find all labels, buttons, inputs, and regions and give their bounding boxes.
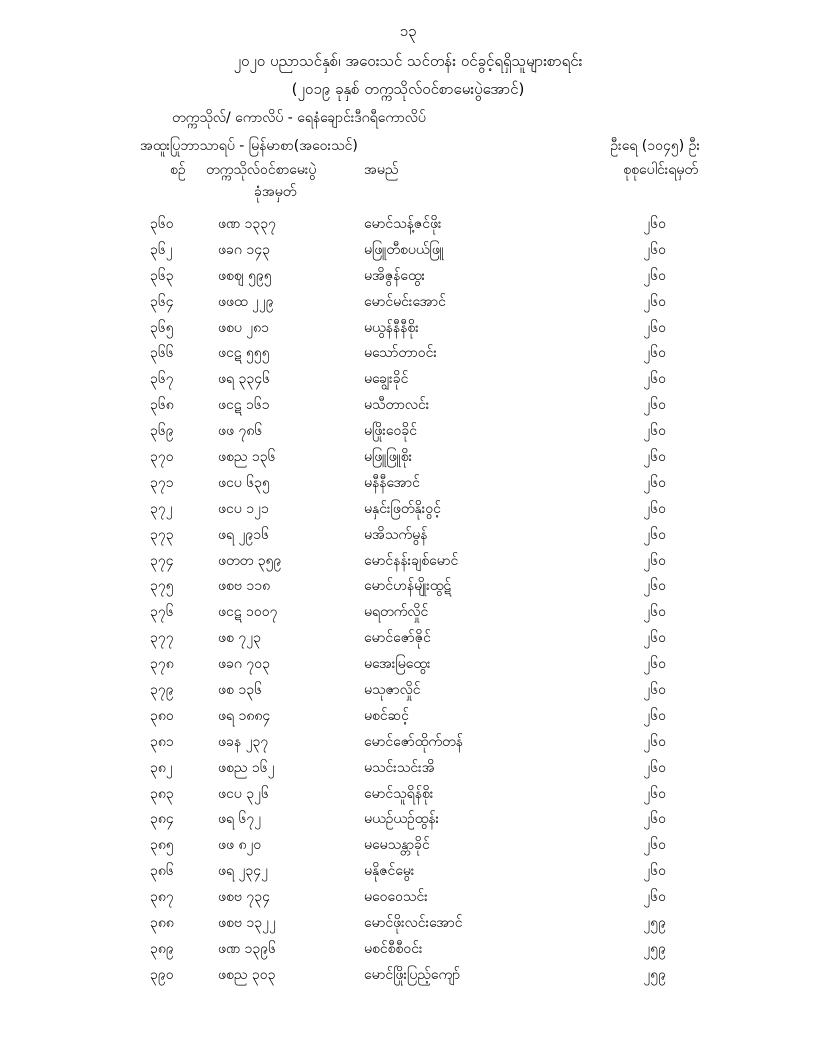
total-mark: ၂၆၀ [643,785,666,802]
student-name: မောင်ဟန်မျိုးထွဋ် [364,578,452,595]
roll-number: ဖတတ ၃၅၉ [218,552,282,569]
table-row [0,861,816,887]
roll-number: ဖခဂ ၇၀၃ [218,656,270,673]
student-name: မဖြူတီစပယ်ဖြူ [364,241,444,258]
roll-number: ဖရ ၁၈၈၄ [218,707,271,724]
row-number: ၃၈၃ [150,785,174,802]
total-mark: ၂၆၀ [643,552,666,569]
row-number: ၃၇၇ [150,630,174,647]
roll-number: ဖစဗ ၇၃၄ [218,889,270,906]
student-name: မောင်ဖြိုးပြည့်ကျော် [364,966,461,983]
row-number: ၃၈၅ [150,837,174,854]
total-mark: ၂၆၀ [643,578,666,595]
total-mark: ၂၆၀ [643,604,666,621]
total-mark: ၂၆၀ [643,837,666,854]
roll-number: ဖဏ ၁၃၉၆ [218,940,277,957]
student-name: မောင်ဇော်ဇိုင် [364,630,431,647]
document-title: ၂၀၂၀ ပညာသင်နှစ်၊ အဝေးသင် သင်တန်း ဝင်ခွင့်ရရှိသူများစာရင်း [233,52,583,70]
student-name: မောင်ဖိုးလင်းအောင် [364,915,463,932]
table-row [0,214,816,240]
total-mark: ၂၆၀ [643,423,666,440]
total-mark: ၂၆၀ [643,863,666,880]
student-name: မသီတာလင်း [364,397,430,414]
total-mark: ၂၆၀ [643,500,666,517]
row-number: ၃၈၂ [150,759,173,776]
student-name: မအေးမြထွေး [364,656,431,673]
table-row [0,499,816,525]
total-mark: ၂၅၉ [643,940,666,957]
student-name: မစင်စီစီဝင်း [364,940,423,957]
student-name: မသင်းသင်းအိ [364,759,435,776]
student-name: မောင်သန့်ဇင်ဖိုး [364,216,442,232]
roll-number: ဖစပ ၂၈၁ [218,319,270,336]
roll-number: ဖရ ၆၇၂ [218,811,262,828]
row-number: ၃၈၄ [150,811,174,828]
roll-number: ဖငပ ၁၂၁ [218,500,269,517]
table-row [0,447,816,473]
row-number: ၃၆၇ [150,371,174,388]
table-row [0,240,816,266]
student-name: မနှင်းဖြတ်နိုးဝွင့် [364,500,441,517]
student-name: မယဉ်ယဉ်ထွန်း [364,811,440,828]
institution-line: တက္ကသိုလ်/ ကောလိပ် - ရေနံချောင်းဒီဂရီကောလိပ် [172,110,426,126]
table-row [0,318,816,344]
total-mark: ၂၆၀ [643,682,666,699]
table-row [0,835,816,861]
total-mark: ၂၆၀ [643,449,666,466]
table-row [0,395,816,421]
roll-number: ဖစဗ ၁၃၂၂ [218,915,276,932]
student-name: မယွန်နီနီစိုး [364,319,419,336]
table-row [0,887,816,913]
total-mark: ၂၆၀ [643,630,666,647]
student-name: မချွေးခိုင် [364,371,409,388]
roll-number: ဖခဂ ၁၄၃ [218,241,270,258]
student-name: မရတက်လှိုင် [364,604,429,621]
table-row [0,784,816,810]
row-number: ၃၆၈ [150,397,174,414]
student-name: မသော်တာဝင်း [364,345,437,362]
roll-number: ဖစည ၁၆၂ [218,759,275,776]
row-number: ၃၆၂ [150,241,173,258]
table-row [0,576,816,602]
total-mark: ၂၆၀ [643,319,666,336]
roll-number: ဖခန ၂၃၇ [218,733,269,750]
student-name: မနိုဇင်မွေး [364,863,415,880]
row-number: ၃၈၀ [150,707,174,724]
table-row [0,369,816,395]
roll-number: ဖစဈ ၅၉၅ [218,267,272,284]
row-number: ၃၆၃ [150,267,174,284]
row-number: ၃၇၉ [150,682,174,699]
total-mark: ၂၆၀ [643,811,666,828]
student-name: မသုဇာလှိုင် [364,682,421,699]
roll-number: ဖဖ ၈၂၀ [218,837,262,854]
total-mark: ၂၆၀ [643,371,666,388]
row-number: ၃၉၀ [150,966,174,983]
row-number: ၃၈၈ [150,915,174,932]
roll-number: ဖဖ ၇၈၆ [218,423,263,440]
total-mark: ၂၆၀ [643,397,666,414]
roll-number: ဖငဋ ၁၀၀၇ [218,604,278,621]
total-mark: ၂၆၀ [643,216,666,232]
student-name: မောင်မင်းအောင် [364,293,446,310]
table-row [0,473,816,499]
table-row [0,809,816,835]
column-header-no: စဉ် [170,162,186,178]
total-mark: ၂၆၀ [643,526,666,543]
student-name: မောင်သူရိန်စိုး [364,785,434,802]
total-mark: ၂၆၀ [643,474,666,491]
total-count: ဦးရေ (၁၀၄၅) ဦး [610,138,700,154]
total-mark: ၂၆၀ [643,889,666,906]
total-mark: ၂၆၀ [643,733,666,750]
roll-number: ဖငဋ ၅၅၅ [218,345,270,362]
student-name: မစင်ဆင့် [364,707,409,724]
student-name: မမေသန္တာခိုင် [364,837,430,854]
roll-number: ဖငဋ ၁၆၁ [218,397,270,414]
total-mark: ၂၆၀ [643,707,666,724]
row-number: ၃၈၆ [150,863,174,880]
row-number: ၃၆၉ [150,423,174,440]
row-number: ၃၇၄ [150,552,174,569]
table-row [0,913,816,939]
student-name: မောင်နန်းချစ်မောင် [364,552,459,569]
roll-number: ဖရ ၂၃၄၂ [218,863,268,880]
row-number: ၃၈၉ [150,940,174,957]
row-number: ၃၇၅ [150,578,174,595]
roll-number: ဖစ ၇၂၃ [218,630,261,647]
row-number: ၃၇၁ [150,474,174,491]
page-number: ၁၃ [399,22,417,40]
document-subtitle: (၂၀၁၉ ခုနှစ် တက္ကသိုလ်ဝင်စာမေးပွဲအောင်) [291,80,525,98]
results-table [0,214,816,991]
roll-number: ဖဖထ ၂၂၉ [218,293,274,310]
table-row [0,965,816,991]
roll-number: ဖစ ၁၃၆ [218,682,262,699]
row-number: ၃၆၅ [150,319,174,336]
roll-number: ဖရ ၂၉၁၆ [218,526,269,543]
roll-number: ဖရ ၃၃၄၆ [218,371,270,388]
table-row [0,551,816,577]
table-row [0,292,816,318]
total-mark: ၂၆၀ [643,345,666,362]
student-name: မအိဇွန်ထွေး [364,267,426,284]
roll-number: ဖငပ ၆၃၅ [218,474,270,491]
student-name: မနီနီအောင် [364,474,420,491]
student-name: မဝေဝေသင်း [364,889,428,906]
row-number: ၃၆၆ [150,345,174,362]
student-name: မဖြူဖြူစိုး [364,449,413,466]
total-mark: ၂၆၀ [643,759,666,776]
total-mark: ၂၆၀ [643,241,666,258]
total-mark: ၂၆၀ [643,656,666,673]
roll-number: ဖဏ ၁၃၃၇ [218,216,277,232]
total-mark: ၂၅၉ [643,915,666,932]
column-header-roll: တက္ကသိုလ်ဝင်စာမေးပွဲ [206,162,317,178]
row-number: ၃၈၇ [150,889,174,906]
roll-number: ဖငပ ၃၂၆ [218,785,269,802]
total-mark: ၂၆၀ [643,267,666,284]
table-row [0,654,816,680]
roll-number: ဖစဗ ၁၁၈ [218,578,271,595]
table-row [0,421,816,447]
subject-line: အထူးပြုဘာသာရပ် - မြန်မာစာ(အဝေးသင်) [140,138,358,154]
row-number: ၃၇၈ [150,656,174,673]
student-name: မောင်ဇော်ထိုက်တန် [364,733,463,750]
roll-number: ဖစည ၃၀၃ [218,966,276,983]
table-row [0,706,816,732]
total-mark: ၂၅၉ [643,966,666,983]
column-header-name: အမည် [364,162,399,178]
table-row [0,680,816,706]
table-row [0,628,816,654]
table-row [0,343,816,369]
table-row [0,525,816,551]
row-number: ၃၇၆ [150,604,174,621]
column-header-roll-line2: ခုံအမှတ် [254,184,297,200]
table-row [0,758,816,784]
row-number: ၃၆၄ [150,293,174,310]
row-number: ၃၇၂ [150,500,173,517]
row-number: ၃၇၀ [150,449,174,466]
table-row [0,266,816,292]
table-row [0,602,816,628]
column-header-mark: စုစုပေါင်းရမှတ် [623,162,698,178]
total-mark: ၂၆၀ [643,293,666,310]
student-name: မဖြိုးဝေခိုင် [364,423,418,440]
table-row [0,732,816,758]
row-number: ၃၇၃ [150,526,174,543]
student-name: မအိသက်မွန် [364,526,428,543]
row-number: ၃၆၀ [150,216,174,232]
roll-number: ဖစည ၁၃၆ [218,449,276,466]
table-row [0,939,816,965]
row-number: ၃၈၁ [150,733,174,750]
